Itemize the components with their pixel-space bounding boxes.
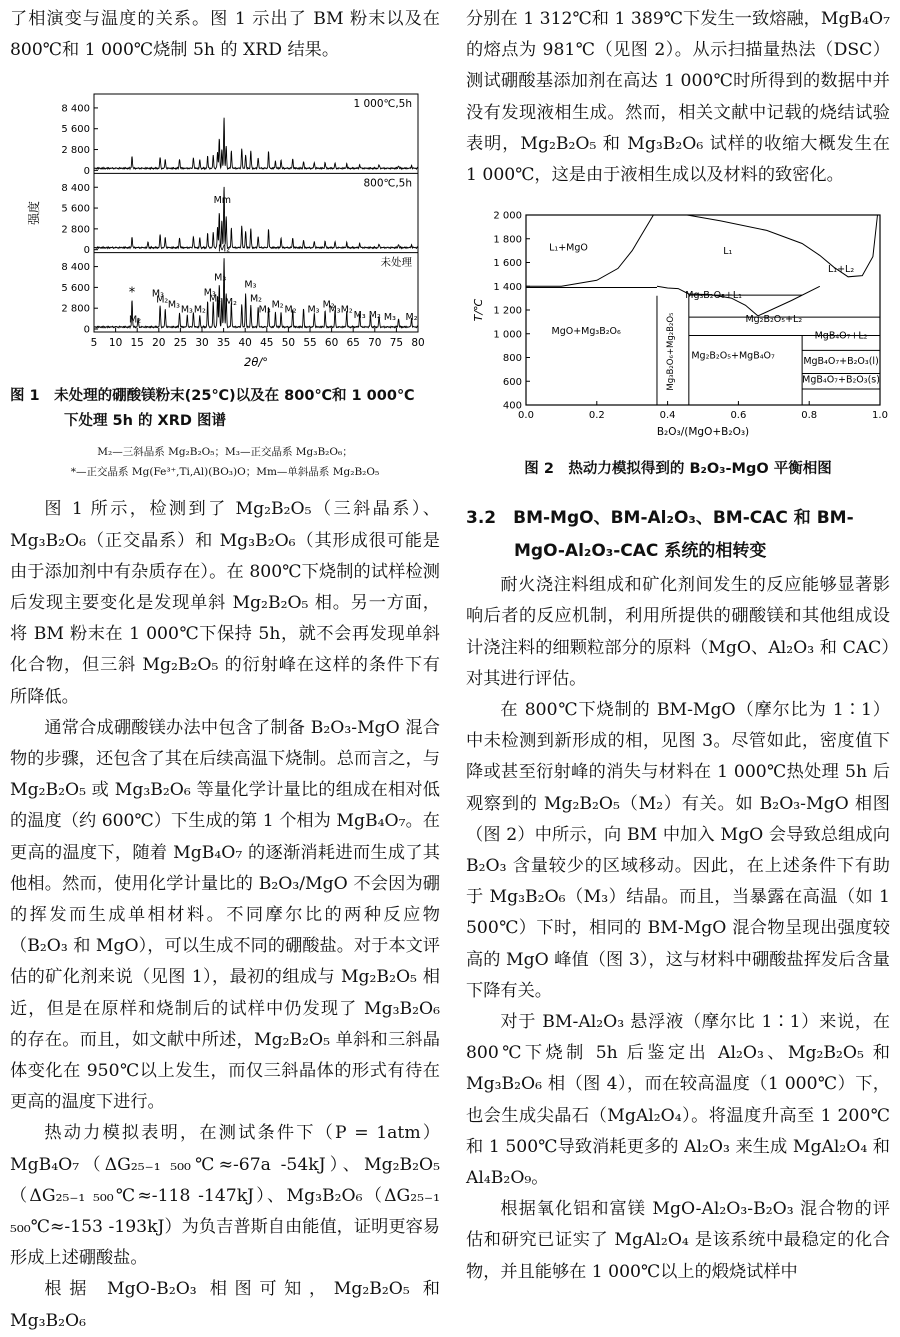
phase-region-label: MgB₄O₇+B₂O₃(l) <box>803 356 879 368</box>
xrd-peak-annotation: M₃ <box>258 305 271 317</box>
xrd-x-tick-label: 15 <box>130 337 144 350</box>
xrd-peak-annotation: M₂ <box>340 305 353 317</box>
xrd-y-tick-label: 5 600 <box>61 124 90 136</box>
xrd-y-tick-label: 2 800 <box>61 304 90 316</box>
phase-region-label: MgB₄O₇+L₂ <box>814 330 868 342</box>
phase-y-tick-label: 1 400 <box>493 281 522 293</box>
figure-1-note <box>10 442 440 482</box>
paragraph-left-3: 热动力模拟表明，在测试条件下（P = 1atm）MgB₄O₇（ΔG₂₅₋₁ ₅₀₀℃≈-67a -54kJ）、Mg₂B₂O₅（ΔG₂₅₋₁ ₅₀₀℃≈-118 -147kJ）、Mg₃B₂O₆（ΔG₂₅₋₁ ₅₀₀℃≈-153 -193kJ）为负吉普斯自由能值，证明更容易形成上述硼酸盐。 <box>10 1123 440 1269</box>
xrd-x-tick-label: 70 <box>368 337 382 350</box>
xrd-x-tick-label: 10 <box>108 337 123 350</box>
phase-y-tick-label: 800 <box>502 353 522 365</box>
phase-region-label: L₁+L₂ <box>827 264 855 276</box>
xrd-series-line <box>94 118 418 169</box>
xrd-peak-annotation: M₃ <box>328 305 341 317</box>
phase-diagram <box>466 209 890 445</box>
xrd-x-tick-label: 30 <box>195 337 209 350</box>
xrd-y-tick-label: 0 <box>83 166 90 178</box>
phase-y-tick-label: 1 000 <box>493 329 522 341</box>
phase-region-label: L₁+MgO <box>549 242 588 254</box>
xrd-y-tick-label: 5 600 <box>61 203 90 215</box>
xrd-panel-label: 800℃,5h <box>363 177 412 190</box>
phase-region-label: L₁ <box>723 246 733 258</box>
phase-x-tick-label: 0.2 <box>588 410 605 422</box>
xrd-x-tick-label: 65 <box>346 337 360 350</box>
xrd-peak-annotation: M₂ <box>322 299 335 311</box>
xrd-peak-annotation: M₂ <box>218 244 231 256</box>
xrd-y-tick-label: 8 400 <box>61 183 90 195</box>
xrd-y-tick-label: 5 600 <box>61 283 90 295</box>
xrd-x-tick-label: 35 <box>216 337 231 350</box>
xrd-series-line <box>94 187 418 249</box>
figure-1-note-line1: M₂—三斜晶系 Mg₂B₂O₅；M₃—正交晶系 Mg₃B₂O₆； <box>97 446 353 459</box>
figure-2 <box>466 209 890 482</box>
xrd-panel-label: 未处理 <box>380 257 412 270</box>
xrd-x-tick-label: 45 <box>260 337 274 350</box>
xrd-peak-annotation: M₂ <box>193 305 206 317</box>
phase-y-axis-label: T/℃ <box>472 298 485 322</box>
phase-x-tick-label: 0.0 <box>518 410 534 422</box>
phase-x-tick-label: 0.4 <box>659 410 676 422</box>
xrd-x-tick-label: 75 <box>389 337 404 350</box>
xrd-x-tick-label: 80 <box>411 337 425 350</box>
xrd-peak-annotation: M₂ <box>156 294 169 306</box>
xrd-y-axis-label: 强度 <box>27 201 41 226</box>
xrd-x-axis-label: 2θ/° <box>244 355 268 370</box>
xrd-peak-annotation: M₃ <box>151 288 164 300</box>
xrd-y-tick-label: 8 400 <box>61 262 90 274</box>
xrd-peak-annotation: M₃ <box>353 310 366 322</box>
xrd-peak-annotation: M₃ <box>203 287 216 299</box>
phase-region-label: Mg₂B₂O₅+L₂ <box>745 314 803 326</box>
xrd-peak-annotation: M₂ <box>368 310 381 322</box>
paragraph-right-2: 在 800℃下烧制的 BM-MgO（摩尔比为 1∶1）中未检测到新形成的相，见图 3。尽管如此，密度值下降或甚至衍射峰的消失与材料在 1 000℃热处理 5h 后观察到的 Mg₂B₂O₅（M₂）有关。如 B₂O₃-MgO 相图（图 2）中所示，向 BM 中加入 MgO 会导致总组成向 B₂O₃ 含量较少的区域移动。因此，在上述条件下有助于 Mg₃B₂O₆（M₃）结晶。而且，当暴露在高温（如 1 500℃）下时，相同的 BM-MgO 混合物呈现出强度较高的 MgO 峰值（图 3），这与材料中硼酸盐挥发后含量下降有关。 <box>466 700 890 1001</box>
xrd-x-tick-label: 20 <box>152 337 166 350</box>
xrd-x-tick-label: 5 <box>90 337 98 350</box>
figure-1-note-line2: *—正交晶系 Mg(Fe³⁺,Ti,Al)(BO₃)O；Mm—单斜晶系 Mg₂B₂O₅ <box>70 466 380 479</box>
phase-region-label: Mg₃B₂O₅+L₁ <box>685 290 742 302</box>
xrd-peak-annotation: M₃ <box>167 299 180 311</box>
phase-x-tick-label: 0.6 <box>730 410 747 422</box>
xrd-peak-annotation: Mm <box>213 195 232 207</box>
section-heading-line2: MgO-Al₂O₃-CAC 系统的相转变 <box>514 541 767 562</box>
right-body <box>466 570 890 1288</box>
phase-y-tick-label: 600 <box>502 376 522 388</box>
xrd-peak-annotation: M₂ <box>271 299 284 311</box>
xrd-peak-annotation: M₃ <box>383 312 396 324</box>
paragraph-left-top: 了相演变与温度的关系。图 1 示出了 BM 粉末以及在 800℃和 1 000℃烧制 5h 的 XRD 结果。 <box>10 9 440 61</box>
phase-y-tick-label: 1 200 <box>493 305 522 317</box>
paragraph-left-2: 通常合成硼酸镁办法中包含了制备 B₂O₃-MgO 混合物的步骤，还包含了其在后续高温下烧制。总而言之，与 Mg₂B₂O₅ 或 Mg₃B₂O₆ 等量化学计量比的组成在相对低的温度（约 600℃）下生成的第 1 个相为 MgB₄O₇。在更高的温度下，随着 MgB₄O₇ 的逐渐消耗进而生成了其他相。然而，使用化学计量比的 B₂O₃/MgO 不会因为硼的挥发而生成单相材料。不同摩尔比的两种反应物（B₂O₃ 和 MgO），可以生成不同的硼酸盐。对于本文评估的矿化剂来说（见图 1），最初的组成与 Mg₂B₂O₅ 相近，但是在原样和烧制后的试样中仍发现了 Mg₃B₂O₆ 的存在。而且，如文献中所述，Mg₂B₂O₅ 单斜和三斜晶体变化在 950℃以上发生，而仅三斜晶体的形式有待在更高的温度下进行。 <box>10 717 440 1113</box>
xrd-peak-annotation: M₃ <box>307 305 320 317</box>
xrd-peak-annotation: M₂ <box>208 293 221 305</box>
xrd-chart <box>10 86 440 376</box>
paragraph-left-1: 图 1 所示，检测到了 Mg₂B₂O₅（三斜晶系）、Mg₃B₂O₆（正交晶系）和 Mg₃B₂O₆（其形成很可能是由于添加剂中有杂质存在）。在 800℃下烧制的试样检测后发现主要变化是发现单斜 Mg₂B₂O₅ 相。另一方面，将 BM 粉末在 1 000℃下保持 5h，就不会再发现单斜化合物，但三斜 Mg₂B₂O₅ 的衍射峰在这样的条件下有所降低。 <box>10 499 440 707</box>
xrd-y-tick-label: 2 800 <box>61 145 90 157</box>
xrd-peak-annotation: * <box>128 285 136 301</box>
xrd-peak-annotation: M₂ <box>249 293 263 305</box>
xrd-x-tick-label: 50 <box>281 337 296 350</box>
xrd-peak-annotation: M₂ <box>129 314 142 326</box>
paragraph-right-4: 根据氧化铝和富镁 MgO-Al₂O₃-B₂O₃ 混合物的评估和研究已证实了 MgAl₂O₄ 是该系统中最稳定的化合物，并且能够在 1 000℃以上的煅烧试样中 <box>466 1199 890 1282</box>
figure-2-title: 图 2 热动力模拟得到的 B₂O₃-MgO 平衡相图 <box>524 461 832 478</box>
xrd-x-tick-label: 60 <box>324 337 339 350</box>
paragraph-right-3: 对于 BM-Al₂O₃ 悬浮液（摩尔比 1∶1）来说，在 800℃下烧制 5h 后鉴定出 Al₂O₃、Mg₂B₂O₅ 和 Mg₃B₂O₆ 相（图 4），而在较高温度（1 000℃）下，也会生成尖晶石（MgAl₂O₄）。将温度升高至 1 200℃和 1 500℃导致消耗更多的 Al₂O₃ 来生成 MgAl₂O₄ 和 Al₄B₂O₉。 <box>466 1012 890 1189</box>
phase-x-tick-label: 1.0 <box>872 410 888 422</box>
phase-y-tick-label: 2 000 <box>493 210 522 222</box>
xrd-peak-annotation: M₂ <box>405 312 418 324</box>
phase-y-tick-label: 1 600 <box>493 258 522 270</box>
phase-region-label: MgB₄O₇+B₂O₃(s) <box>802 374 880 386</box>
xrd-x-tick-label: 55 <box>303 337 317 350</box>
xrd-peak-annotation: M₃ <box>180 305 193 317</box>
section-heading <box>466 502 890 568</box>
phase-region-label: MgO+Mg₃B₂O₆ <box>551 325 621 337</box>
section-heading-line1: 3.2 BM-MgO、BM-Al₂O₃、BM-CAC 和 BM- <box>466 508 854 529</box>
xrd-peak-annotation: M₂ <box>284 305 297 317</box>
figure-1 <box>10 86 440 482</box>
phase-region-label: Mg₃B₂O₆+Mg₂B₂O₅ <box>665 312 676 391</box>
xrd-peak-annotation: M₂ <box>224 297 237 309</box>
phase-y-tick-label: 1 800 <box>493 234 522 246</box>
figure-1-title <box>10 384 440 434</box>
left-body <box>10 494 440 1336</box>
xrd-y-tick-label: 0 <box>83 245 90 257</box>
figure-1-title-line1: 图 1 未处理的硼酸镁粉末(25℃)以及在 800℃和 1 000℃ <box>10 388 415 405</box>
xrd-x-tick-label: 25 <box>173 337 188 350</box>
phase-x-axis-label: B₂O₃/(MgO+B₂O₃) <box>656 426 750 439</box>
paragraph-right-1: 耐火浇注料组成和矿化剂间发生的反应能够显著影响后者的反应机制，利用所提供的硼酸镁和其他组成设计浇注料的细颗粒部分的原料（MgO、Al₂O₃ 和 CAC）对其进行评估。 <box>466 575 890 689</box>
phase-curve-liquidus-mgo <box>526 215 653 286</box>
paragraph-right-top: 分别在 1 312℃和 1 389℃下发生一致熔融，MgB₄O₇ 的熔点为 981℃（见图 2）。从示扫描量热法（DSC）测试硼酸基添加剂在高达 1 000℃时所得到的数据中并没有发现液相生成。然而，相关文献中记载的烧结试验表明，Mg₂B₂O₅ 和 Mg₃B₂O₆ 试样的收缩大概发生在 1 000℃，这是由于液相生成以及材料的致密化。 <box>466 9 890 186</box>
figure-1-title-line2: 下处理 5h 的 XRD 图谱 <box>64 413 226 430</box>
xrd-y-tick-label: 8 400 <box>61 103 90 115</box>
xrd-y-tick-label: 2 800 <box>61 224 90 236</box>
xrd-y-tick-label: 0 <box>83 324 90 336</box>
phase-x-tick-label: 0.8 <box>801 410 818 422</box>
xrd-x-tick-label: 40 <box>238 337 252 350</box>
xrd-peak-annotation: M₃ <box>214 273 227 285</box>
phase-y-tick-label: 400 <box>502 400 522 412</box>
phase-curve-liquidus-m3 <box>657 287 689 295</box>
left-column <box>10 0 440 1337</box>
xrd-panel-label: 1 000℃,5h <box>353 98 412 111</box>
phase-curve-boundary-right <box>758 287 820 317</box>
phase-region-label: Mg₂B₂O₅+MgB₄O₇ <box>691 350 775 362</box>
paragraph-left-4: 根据 MgO-B₂O₃ 相图可知，Mg₂B₂O₅ 和 Mg₃B₂O₆ <box>10 1279 440 1331</box>
right-column <box>466 0 890 1288</box>
xrd-peak-annotation: M₃ <box>244 279 257 291</box>
